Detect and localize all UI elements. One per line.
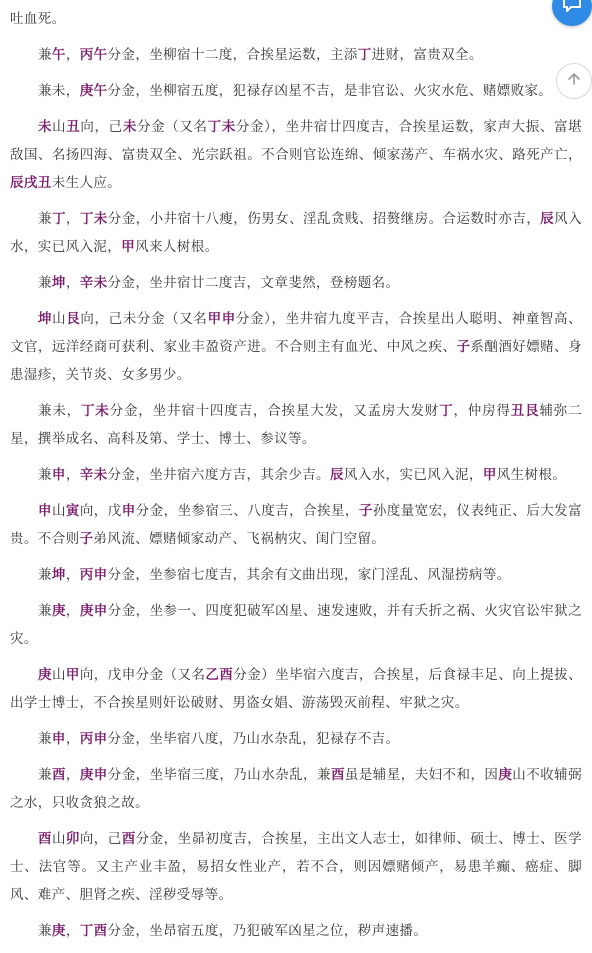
keyword-text: 卯 <box>65 831 80 847</box>
body-text: 兼 <box>38 275 52 291</box>
body-text: 虽是辅星，夫妇不和，因 <box>344 767 499 783</box>
body-text: 分金，坐昂宿五度，乃犯破军凶星之位，秽声速播。 <box>107 923 428 939</box>
body-text: ， <box>65 731 80 747</box>
body-text: 分金，坐毕宿八度，乃山水杂乱，犯禄存不吉。 <box>107 731 400 747</box>
body-text: 风生树根。 <box>496 467 567 483</box>
body-text: 分金，小井宿十八瘦，伤男女、淫乱贪贱、招赘继房。合运数时亦吉， <box>107 211 541 227</box>
body-text: 向，己 <box>80 119 123 135</box>
body-text: 兼 <box>38 767 52 783</box>
keyword-text: 子 <box>79 531 94 547</box>
keyword-text: 丑 <box>66 119 81 135</box>
keyword-text: 子 <box>456 339 471 355</box>
paragraph <box>10 497 582 553</box>
keyword-text: 庚 <box>51 923 66 939</box>
body-text: 系酗酒好嫖赌、身患湿疹，关节炎、女多男少。 <box>10 339 582 383</box>
body-text: 分金，坐柳宿五度，犯禄存凶星不吉，是非官讼、火灾水危、赌嫖败家。 <box>107 83 553 99</box>
body-text: 兼 <box>38 923 52 939</box>
keyword-text: 未 <box>38 119 53 135</box>
paragraph <box>10 41 582 69</box>
keyword-text: 坤 <box>51 567 66 583</box>
arrow-up-icon <box>566 71 582 91</box>
body-text: 未生人应。 <box>51 175 122 191</box>
body-text: 风来人树根。 <box>135 239 219 255</box>
body-text: 兼 <box>38 47 52 63</box>
body-text: 分金，坐柳宿十二度，合挨星运数，主添 <box>107 47 358 63</box>
keyword-text: 丁未 <box>80 403 110 419</box>
body-text: 山 <box>51 831 66 847</box>
body-text: 分金），坐井宿九度平吉，合挨星出人聪明、神童智高、文官，远洋经商可获利、家业丰盈资产进。不合则主有血光、中风之疾、 <box>10 311 583 355</box>
body-text: ， <box>65 275 80 291</box>
body-text: 辅弥二星，撰举成名、高科及第、学士、博士、参议等。 <box>10 403 582 447</box>
body-text: 山 <box>51 503 66 519</box>
paragraph <box>10 205 582 261</box>
body-text: 兼 <box>38 603 52 619</box>
body-text: 兼 <box>38 567 52 583</box>
body-text: 山不收辅弼之水，只收贪狼之故。 <box>10 767 582 811</box>
keyword-text: 寅 <box>65 503 80 519</box>
paragraph <box>10 561 582 589</box>
keyword-text: 酉 <box>51 767 66 783</box>
body-text: 分金），坐井宿廿四度吉，合挨星运数，家声大振、富堪敌国、名扬四海、富贵双全、光宗跃祖。不合则官讼连绵、倾家荡产、车祸水灾、路死产亡， <box>10 119 583 163</box>
paragraph <box>10 461 582 489</box>
paragraph <box>10 77 582 105</box>
body-text: 分金）坐毕宿六度吉，合挨星，后食禄丰足、向上提拔、出学士博士，不合挨星则奸讼破财、男盗女娼、游荡毁灭前程、牢狱之灾。 <box>10 667 582 711</box>
keyword-text: 子 <box>358 503 373 519</box>
body-text: 分金，坐参宿七度吉，其余有文曲出现，家门淫乱、风湿捞病等。 <box>107 567 511 583</box>
body-text: 分金，坐毕宿三度，乃山水杂乱，兼 <box>107 767 331 783</box>
keyword-text: 丑艮 <box>510 403 540 419</box>
keyword-text: 未 <box>122 119 137 135</box>
keyword-text: 申 <box>51 731 66 747</box>
paragraph <box>10 661 582 717</box>
paragraph <box>10 725 582 753</box>
body-text: 分金，坐参一、四度犯破军凶星、速发速败，并有夭折之祸、火灾官讼牢狱之灾。 <box>10 603 582 647</box>
keyword-text: 丁 <box>357 47 372 63</box>
keyword-text: 丙午 <box>79 47 108 63</box>
keyword-text: 丁 <box>51 211 66 227</box>
body-text: 孙度量宽宏，仪表纯正、后大发富贵。不合则 <box>10 503 582 547</box>
body-text: 风入水，实已风入泥， <box>343 467 483 483</box>
body-text: ， <box>65 767 80 783</box>
keyword-text: 丙申 <box>79 731 108 747</box>
keyword-text: 坤 <box>38 311 53 327</box>
keyword-text: 申 <box>121 503 136 519</box>
body-text: 山 <box>51 667 66 683</box>
keyword-text: 乙酉 <box>205 667 234 683</box>
article-body <box>10 5 582 953</box>
keyword-text: 庚午 <box>79 83 108 99</box>
paragraph <box>10 113 582 197</box>
keyword-text: 丙申 <box>79 567 108 583</box>
keyword-text: 甲 <box>121 239 136 255</box>
keyword-text: 丁酉 <box>79 923 108 939</box>
paragraph <box>10 597 582 653</box>
keyword-text: 甲 <box>65 667 80 683</box>
body-text: 风入水，实已风入泥， <box>10 211 582 255</box>
keyword-text: 丁 <box>439 403 454 419</box>
back-to-top-button[interactable] <box>556 63 592 99</box>
body-text: 兼未， <box>38 403 81 419</box>
body-text: 向，戊申分金（又名 <box>79 667 206 683</box>
body-text: 进财，富贵双全。 <box>371 47 483 63</box>
paragraph <box>10 269 582 297</box>
body-text: 分金，坐参宿三、八度吉，合挨星， <box>135 503 359 519</box>
keyword-text: 午 <box>51 47 66 63</box>
keyword-text: 申 <box>38 503 52 519</box>
body-text: 兼 <box>38 731 52 747</box>
keyword-text: 丁未 <box>79 211 108 227</box>
keyword-text: 辛未 <box>79 275 108 291</box>
body-text: 分金，坐井宿廿二度吉，文章斐然，登榜题名。 <box>107 275 400 291</box>
body-text: ， <box>65 923 80 939</box>
body-text: 分金，坐井宿六度方吉，其余少吉。 <box>107 467 330 483</box>
body-text: ， <box>65 47 80 63</box>
keyword-text: 酉 <box>330 767 345 783</box>
keyword-text: 丁未 <box>207 119 236 135</box>
keyword-text: 庚 <box>51 603 66 619</box>
body-text: ， <box>65 467 80 483</box>
keyword-text: 辰 <box>329 467 344 483</box>
body-text: 分金，坐井宿十四度吉，合挨星大发，又孟房大发财 <box>109 403 440 419</box>
chat-bubble-icon <box>562 0 582 17</box>
keyword-text: 坤 <box>51 275 66 291</box>
body-text: ，仲房得 <box>453 403 511 419</box>
body-text: 向，己 <box>79 831 122 847</box>
keyword-text: 辰 <box>540 211 555 227</box>
body-text: 分金，坐昴初度吉，合挨星，主出文人志士，如律师、硕士、博士、医学士、法官等。又主产业丰盈，易招女性业产，若不合，则因嫖赌倾产，易患羊癫、癌症、脚风、难产、胆肾之疾、淫秽受辱等。 <box>10 831 582 903</box>
keyword-text: 庚 <box>38 667 52 683</box>
keyword-text: 酉 <box>38 831 52 847</box>
body-text: 兼 <box>38 211 52 227</box>
keyword-text: 辛未 <box>79 467 108 483</box>
keyword-text: 庚 <box>498 767 513 783</box>
keyword-text: 庚申 <box>79 603 108 619</box>
keyword-text: 申 <box>51 467 66 483</box>
keyword-text: 庚申 <box>79 767 108 783</box>
body-text: 兼 <box>38 467 52 483</box>
body-text: 分金（又名 <box>136 119 208 135</box>
body-text: ， <box>65 211 80 227</box>
keyword-text: 辰戌丑 <box>10 175 52 191</box>
body-text: 山 <box>52 311 67 327</box>
body-text: 吐血死。 <box>10 11 66 27</box>
paragraph <box>10 5 582 33</box>
body-text: 弟风流、嫖赌倾家动产、飞祸枘灾、闺门空留。 <box>93 531 386 547</box>
keyword-text: 酉 <box>121 831 136 847</box>
paragraph <box>10 917 582 945</box>
keyword-text: 甲申 <box>207 311 236 327</box>
body-text: ， <box>65 567 80 583</box>
body-text: 向，己未分金（又名 <box>80 311 208 327</box>
keyword-text: 甲 <box>482 467 497 483</box>
paragraph <box>10 305 582 389</box>
body-text: 山 <box>52 119 67 135</box>
body-text: 兼未， <box>38 83 80 99</box>
paragraph <box>10 397 582 453</box>
body-text: ， <box>65 603 80 619</box>
body-text: 向，戊 <box>79 503 122 519</box>
keyword-text: 艮 <box>66 311 81 327</box>
paragraph <box>10 761 582 817</box>
paragraph <box>10 825 582 909</box>
